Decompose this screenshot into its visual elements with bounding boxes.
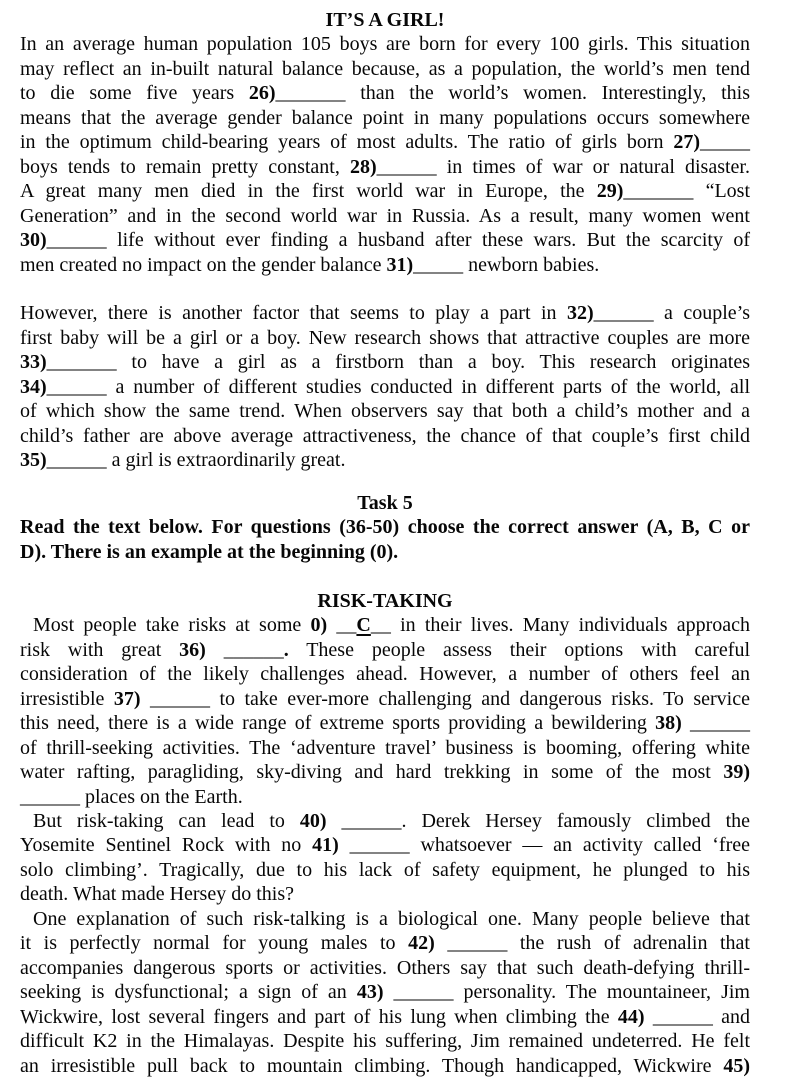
text-line (20, 907, 750, 931)
text-line (20, 399, 750, 423)
bold-text-run: 31) (386, 253, 414, 276)
blank-line (20, 277, 750, 301)
section-spacer (20, 564, 750, 589)
text-run: ______ personality. The mountaineer, Jim (383, 981, 750, 1004)
document-content (20, 8, 750, 1078)
text-line (20, 130, 750, 154)
text-run: However, there is another factor that seems to play a part in (20, 302, 567, 325)
bold-text-run: 26) (248, 82, 276, 105)
text-run: may reflect an in-built natural balance because, as a population, the world’s men tend (20, 57, 750, 80)
text-run: child’s father are above average attractiveness, the chance of that couple’s first child (20, 424, 750, 447)
text-run: ______ (205, 638, 284, 661)
text-line (20, 662, 750, 686)
text-run: In an average human population 105 boys are born for every 100 girls. This situation (20, 33, 750, 56)
text-run: of which show the same trend. When observers say that both a child’s mother and a (20, 400, 750, 423)
text-line (20, 179, 750, 203)
text-run: ______ whatsoever — an activity called ‘free (338, 834, 750, 857)
paragraph-risk-1 (20, 613, 750, 809)
section-spacer (20, 473, 750, 491)
text-line (20, 326, 750, 350)
text-line (20, 687, 750, 711)
bold-text-run: 41) (312, 834, 339, 857)
text-line (20, 785, 750, 809)
bold-text-run: . (283, 638, 289, 661)
paragraph-girl-1 (20, 32, 750, 277)
text-line (20, 1029, 750, 1053)
bold-text-run: 34) (20, 375, 47, 398)
text-line (20, 980, 750, 1004)
bold-text-run: 45) (723, 1054, 750, 1077)
text-line (20, 882, 750, 906)
bold-text-run: 28) (349, 155, 377, 178)
text-run: difficult K2 in the Himalayas. Despite his suffering, Jim remained undeterred. He felt (20, 1030, 750, 1053)
text-run: water rafting, paragliding, sky-diving and hard trekking in some of the most (20, 761, 724, 784)
text-run: These people assess their options with careful (288, 638, 751, 661)
task5-instructions (20, 515, 750, 564)
text-run: ______ in times of war or natural disaster. (376, 155, 750, 178)
text-run: death. What made Hersey do this? (20, 883, 294, 906)
text-line (20, 956, 750, 980)
text-line (20, 1005, 750, 1029)
text-run: _______ than the world’s women. Interestingly, this (275, 82, 750, 105)
text-run: irresistible (20, 687, 114, 710)
text-run: it is perfectly normal for young males to (20, 932, 409, 955)
text-run: first baby will be a girl or a boy. New research shows that attractive couples are more (20, 326, 750, 349)
text-run: ______ places on the Earth. (20, 785, 243, 808)
bold-text-run: 36) (179, 638, 206, 661)
text-run: an irresistible pull back to mountain climbing. Though handicapped, Wickwire (20, 1054, 724, 1077)
text-line (20, 424, 750, 448)
text-line (20, 204, 750, 228)
bold-text-run: 30) (20, 229, 47, 252)
bold-text-run: 27) (673, 131, 700, 154)
text-run: ______ a girl is extraordinarily great. (46, 449, 346, 472)
text-run: __ in their lives. Many individuals approach (370, 614, 750, 637)
text-run: solo climbing’. Tragically, due to his lack of safety equipment, he plunged to his (20, 858, 750, 881)
text-run: this need, there is a wide range of extreme sports providing a bewildering (20, 712, 656, 735)
text-line (20, 736, 750, 760)
bold-text-run: 35) (20, 449, 47, 472)
text-line (20, 57, 750, 81)
text-line (20, 228, 750, 252)
text-run: A great many men died in the first world war in Europe, the (20, 180, 597, 203)
text-run: ______ life without ever finding a husband after these wars. But the scarcity of (46, 229, 750, 252)
text-run: __ (327, 614, 357, 637)
text-line (20, 809, 750, 833)
text-run: ______ a number of different studies conducted in different parts of the world, all (46, 375, 750, 398)
text-line (20, 760, 750, 784)
text-run: in the optimum child-bearing years of most adults. The ratio of girls born (20, 131, 674, 154)
text-run: men created no impact on the gender balance (20, 253, 387, 276)
text-line (20, 858, 750, 882)
section-title-its-a-girl: IT’S A GIRL! (325, 9, 445, 31)
bold-text-run: 37) (113, 687, 141, 710)
text-line (20, 81, 750, 105)
text-run: boys tends to remain pretty constant, (20, 155, 350, 178)
text-line (20, 613, 750, 637)
text-line (20, 448, 750, 472)
text-run: ______ the rush of adrenalin that (434, 932, 750, 955)
text-line (20, 833, 750, 857)
text-line (20, 155, 750, 179)
task5-heading: Task 5 (357, 491, 413, 514)
text-run: ______ and (644, 1005, 750, 1028)
text-line (20, 540, 750, 564)
bold-text-run: 42) (408, 932, 435, 955)
bold-text-run: 39) (723, 761, 750, 784)
paragraph-risk-3 (20, 907, 750, 1078)
bold-text-run: 38) (655, 712, 682, 735)
bold-text-run: 32) (566, 302, 594, 325)
bold-text-run: 0) (310, 614, 328, 637)
text-line (20, 1054, 750, 1078)
text-run: accompanies dangerous sports or activities. Others say that such death-defying thrill- (20, 956, 750, 979)
bold-text-run: Read the text below. For questions (36-50) choose the correct answer (A, B, C or (20, 516, 750, 539)
text-run: Most people take risks at some (33, 614, 311, 637)
text-line (20, 515, 750, 539)
text-line (20, 253, 750, 277)
bold-text-run: 40) (299, 810, 327, 833)
text-run: to die some five years (20, 82, 249, 105)
text-line (20, 375, 750, 399)
bold-text-run: 44) (617, 1005, 645, 1028)
text-run: _____ (700, 131, 750, 154)
text-line (20, 931, 750, 955)
text-run: But risk-taking can lead to (33, 810, 300, 833)
bold-text-run: D). There is an example at the beginning (0). (20, 540, 399, 563)
text-line (20, 711, 750, 735)
text-line (20, 350, 750, 374)
text-line (20, 106, 750, 130)
text-run: ______ to take ever-more challenging and dangerous risks. To service (140, 687, 750, 710)
text-run: ______. Derek Hersey famously climbed the (326, 810, 751, 833)
text-run: of thrill-seeking activities. The ‘adventure travel’ business is booming, offering white (20, 736, 750, 759)
text-line (20, 32, 750, 56)
text-run: risk with great (20, 638, 180, 661)
bold-text-run: 43) (356, 981, 384, 1004)
paragraph-girl-2 (20, 301, 750, 472)
text-run: _____ newborn babies. (413, 253, 600, 276)
text-run: seeking is dysfunctional; a sign of an (20, 981, 357, 1004)
text-run: _______ to have a girl as a firstborn than a boy. This research originates (46, 351, 750, 374)
example-answer-text: C (356, 614, 371, 637)
bold-text-run: 29) (596, 180, 624, 203)
text-run: means that the average gender balance point in many populations occurs somewhere (20, 106, 750, 129)
text-line (20, 638, 750, 662)
text-run: Wickwire, lost several fingers and part of his lung when climbing the (20, 1005, 618, 1028)
text-run: One explanation of such risk-talking is a biological one. Many people believe that (33, 907, 750, 930)
text-run: ______ a couple’s (593, 302, 751, 325)
text-run: consideration of the likely challenges ahead. However, a number of others feel an (20, 663, 750, 686)
paragraph-risk-2 (20, 809, 750, 907)
bold-text-run: 33) (20, 351, 47, 374)
text-line (20, 301, 750, 325)
section-title-risk-taking: RISK-TAKING (317, 589, 453, 612)
text-run: ______ (681, 712, 751, 735)
text-run: Yosemite Sentinel Rock with no (20, 834, 313, 857)
text-run: Generation” and in the second world war in Russia. As a result, many women went (20, 204, 750, 227)
text-run: _______ “Lost (623, 180, 751, 203)
